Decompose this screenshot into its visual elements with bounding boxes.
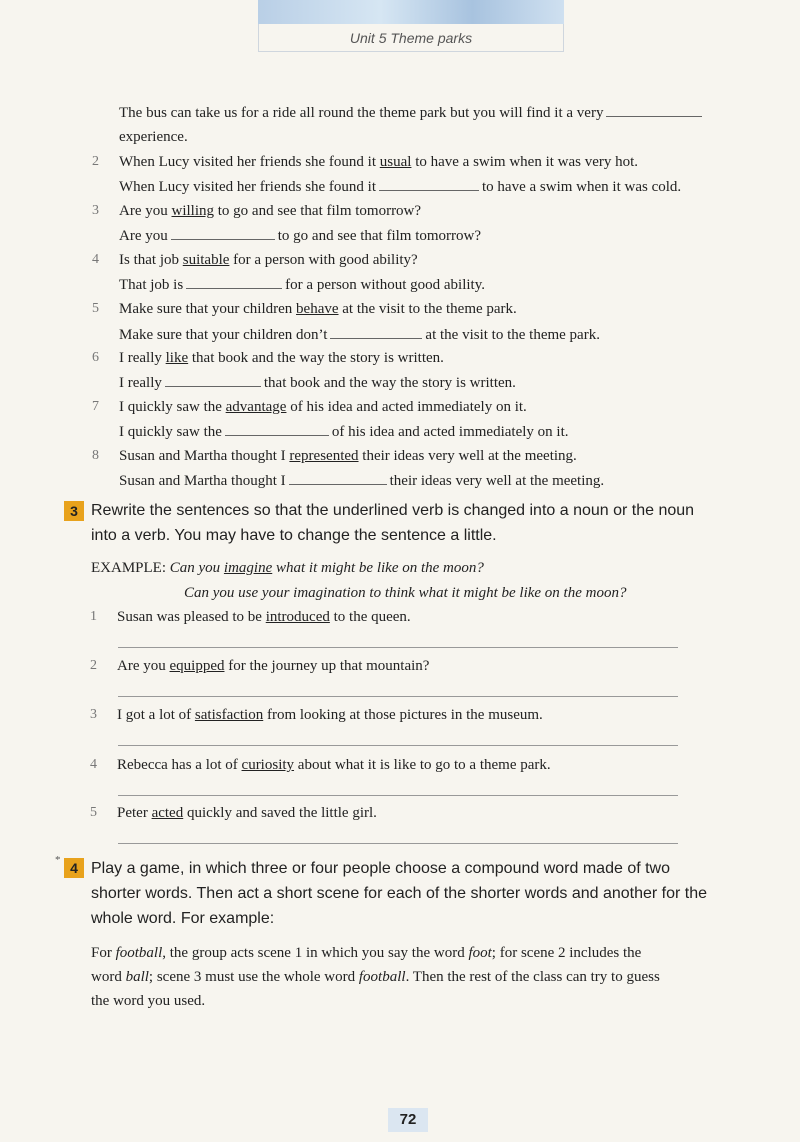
body1-a: For bbox=[91, 945, 116, 961]
line-post: at the visit to the theme park. bbox=[425, 327, 600, 343]
exercise-3-item bbox=[117, 803, 377, 823]
unit-title: Unit 5 Theme parks bbox=[258, 24, 564, 52]
exercise-3-instruction-line2: into a verb. You may have to change the sentence a little. bbox=[91, 527, 497, 544]
exercise-2-line bbox=[119, 397, 527, 417]
exercise-2-line bbox=[119, 177, 681, 197]
body1-b: football bbox=[115, 945, 163, 961]
answer-line[interactable] bbox=[118, 745, 678, 746]
line-pre: When Lucy visited her friends she found it bbox=[119, 179, 377, 195]
fill-blank[interactable] bbox=[606, 115, 702, 117]
underlined-word: usual bbox=[379, 154, 412, 170]
line-post: at the visit to the theme park. bbox=[338, 301, 517, 317]
line-post: their ideas very well at the meeting. bbox=[358, 448, 577, 464]
item-number: 3 bbox=[92, 203, 99, 218]
page-number: 72 bbox=[388, 1108, 428, 1132]
exercise-2-line bbox=[119, 103, 705, 123]
item-text: Susan was pleased to be bbox=[117, 609, 266, 625]
exercise-3-badge: 3 bbox=[64, 501, 84, 521]
exercise-2-line bbox=[119, 275, 485, 295]
body2-a: word bbox=[91, 969, 126, 985]
line-pre: Susan and Martha thought I bbox=[119, 473, 286, 489]
line-pre: I quickly saw the bbox=[119, 424, 222, 440]
exercise-4-body-line2 bbox=[91, 967, 660, 987]
body1-e: ; for scene 2 includes the bbox=[491, 945, 642, 961]
underlined-word: like bbox=[165, 350, 189, 366]
example-q-pre: Can you bbox=[169, 560, 224, 576]
example-q-underlined: imagine bbox=[223, 560, 273, 576]
item-number: 5 bbox=[90, 805, 97, 820]
item-number: 3 bbox=[90, 707, 97, 722]
item-number: 4 bbox=[92, 252, 99, 267]
line-pre: I quickly saw the bbox=[119, 399, 226, 415]
underlined-word: willing bbox=[171, 203, 215, 219]
underlined-word: suitable bbox=[182, 252, 230, 268]
underlined-word: behave bbox=[296, 301, 339, 317]
item-text: to the queen. bbox=[329, 609, 411, 625]
item-number: 7 bbox=[92, 399, 99, 414]
line-pre: Make sure that your children don’t bbox=[119, 327, 328, 343]
exercise-4-body-line3: the word you used. bbox=[91, 993, 206, 1009]
exercise-4-instruction-line2: shorter words. Then act a short scene for each of the shorter words and another for the bbox=[91, 885, 708, 902]
exercise-3-item bbox=[117, 755, 551, 775]
exercise-3-item bbox=[117, 705, 543, 725]
line-pre: When Lucy visited her friends she found it bbox=[119, 154, 380, 170]
line-pre: Make sure that your children bbox=[119, 301, 297, 317]
line-pre: Is that job bbox=[119, 252, 183, 268]
answer-line[interactable] bbox=[118, 843, 678, 844]
exercise-4-body-line1 bbox=[91, 943, 641, 963]
line-post: that book and the way the story is written. bbox=[263, 375, 516, 391]
line-post: their ideas very well at the meeting. bbox=[389, 473, 605, 489]
exercise-2-line bbox=[119, 201, 421, 221]
example-label: EXAMPLE: bbox=[91, 560, 166, 576]
header-decoration bbox=[258, 0, 564, 24]
item-text: quickly and saved the little girl. bbox=[183, 805, 377, 821]
answer-line[interactable] bbox=[118, 647, 678, 648]
exercise-2-line bbox=[119, 325, 600, 345]
fill-blank[interactable] bbox=[379, 189, 479, 191]
answer-line[interactable] bbox=[118, 795, 678, 796]
line-post: for a person without good ability. bbox=[285, 277, 485, 293]
item-text: from looking at those pictures in the museum. bbox=[263, 707, 543, 723]
exercise-2-line bbox=[119, 250, 418, 270]
answer-line[interactable] bbox=[118, 696, 678, 697]
line-pre: I really bbox=[119, 350, 166, 366]
item-number: 6 bbox=[92, 350, 99, 365]
exercise-4-instruction-line1: Play a game, in which three or four people choose a compound word made of two bbox=[91, 860, 670, 877]
exercise-3-item bbox=[117, 656, 429, 676]
underlined-word: satisfaction bbox=[194, 707, 264, 723]
line-pre: Are you bbox=[119, 203, 172, 219]
body2-c: ; scene 3 must use the whole word bbox=[148, 969, 359, 985]
item-text: about what it is like to go to a theme park. bbox=[294, 757, 551, 773]
body2-d: football bbox=[358, 969, 406, 985]
fill-blank[interactable] bbox=[330, 337, 422, 339]
line-text: The bus can take us for a ride all round the theme park but you will find it a very bbox=[119, 105, 604, 121]
line-post: for a person with good ability? bbox=[229, 252, 418, 268]
body2-b: ball bbox=[125, 969, 149, 985]
fill-blank[interactable] bbox=[165, 385, 261, 387]
underlined-word: equipped bbox=[169, 658, 225, 674]
item-text: Are you bbox=[117, 658, 170, 674]
example-q-post: what it might be like on the moon? bbox=[272, 560, 484, 576]
item-text: for the journey up that mountain? bbox=[224, 658, 430, 674]
line-post: to have a swim when it was cold. bbox=[482, 179, 682, 195]
exercise-2-line bbox=[119, 446, 577, 466]
exercise-2-line bbox=[119, 299, 517, 319]
fill-blank[interactable] bbox=[186, 287, 282, 289]
exercise-4-instruction-line3: whole word. For example: bbox=[91, 910, 275, 927]
item-number: 2 bbox=[92, 154, 99, 169]
fill-blank[interactable] bbox=[289, 483, 387, 485]
line-post: that book and the way the story is written. bbox=[188, 350, 444, 366]
exercise-4-badge: 4 bbox=[64, 858, 84, 878]
exercise-2-line bbox=[119, 471, 604, 491]
example-answer bbox=[184, 583, 626, 603]
line-pre: Susan and Martha thought I bbox=[119, 448, 290, 464]
line-pre: I really bbox=[119, 375, 162, 391]
body1-c: , the group acts scene 1 in which you say the word bbox=[162, 945, 469, 961]
item-text: I got a lot of bbox=[117, 707, 195, 723]
underlined-word: curiosity bbox=[241, 757, 295, 773]
line-post: to go and see that film tomorrow? bbox=[214, 203, 422, 219]
exercise-3-item bbox=[117, 607, 411, 627]
example-answer-text: Can you use your imagination to think what it might be like on the moon? bbox=[184, 585, 627, 601]
item-number: 8 bbox=[92, 448, 99, 463]
exercise-2-line bbox=[119, 348, 444, 368]
underlined-word: advantage bbox=[225, 399, 287, 415]
item-number: 5 bbox=[92, 301, 99, 316]
line-text: experience. bbox=[119, 129, 188, 145]
underlined-word: introduced bbox=[265, 609, 330, 625]
exercise-2-line bbox=[119, 152, 638, 172]
underlined-word: represented bbox=[289, 448, 359, 464]
item-text: Peter bbox=[117, 805, 152, 821]
item-number: 4 bbox=[90, 757, 97, 772]
exercise-2-line bbox=[119, 226, 481, 246]
example-question bbox=[91, 558, 484, 578]
exercise-2-line bbox=[119, 422, 569, 442]
line-pre: That job is bbox=[119, 277, 184, 293]
exercise-2-line bbox=[119, 127, 188, 147]
fill-blank[interactable] bbox=[225, 434, 329, 436]
item-number: 1 bbox=[90, 609, 97, 624]
item-number: 2 bbox=[90, 658, 97, 673]
line-post: of his idea and acted immediately on it. bbox=[331, 424, 569, 440]
body2-e: . Then the rest of the class can try to guess bbox=[405, 969, 660, 985]
exercise-3-instruction-line1: Rewrite the sentences so that the underlined verb is changed into a noun or the noun bbox=[91, 502, 695, 519]
fill-blank[interactable] bbox=[171, 238, 275, 240]
optional-star: * bbox=[55, 854, 61, 866]
exercise-2-line bbox=[119, 373, 516, 393]
body1-d: foot bbox=[468, 945, 492, 961]
line-post: of his idea and acted immediately on it. bbox=[286, 399, 527, 415]
line-post: to go and see that film tomorrow? bbox=[277, 228, 482, 244]
line-pre: Are you bbox=[119, 228, 168, 244]
item-text: Rebecca has a lot of bbox=[117, 757, 242, 773]
underlined-word: acted bbox=[151, 805, 184, 821]
line-post: to have a swim when it was very hot. bbox=[411, 154, 639, 170]
